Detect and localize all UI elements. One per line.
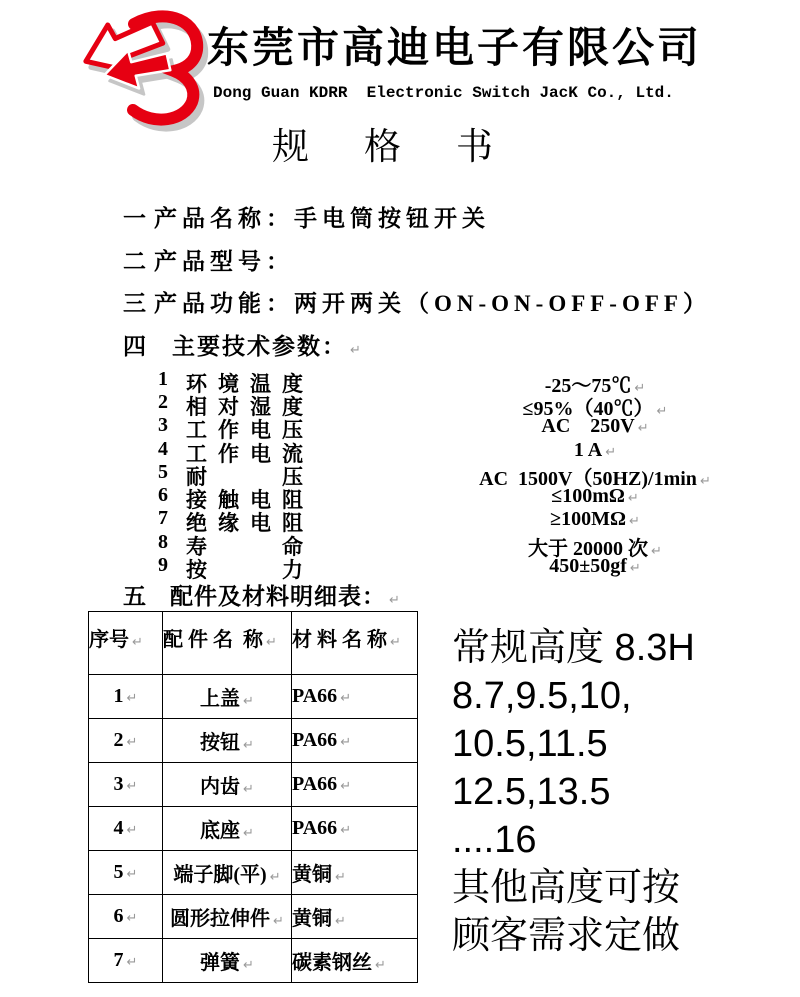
param-no: 9 xyxy=(158,554,168,576)
section-number: 一 xyxy=(123,206,146,231)
section-text: 产品型号： xyxy=(154,249,294,274)
note-line: 12.5,13.5 xyxy=(452,771,611,813)
parts-materials-table xyxy=(88,611,418,983)
paragraph-mark: ↵ xyxy=(340,735,352,750)
header-cell-material xyxy=(292,612,418,675)
param-no: 7 xyxy=(158,507,168,529)
paragraph-mark: ↵ xyxy=(243,782,254,797)
paragraph-mark: ↵ xyxy=(340,779,352,794)
note-line: 8.7,9.5,10, xyxy=(452,675,632,717)
cell-part xyxy=(163,895,292,939)
paragraph-mark: ↵ xyxy=(126,867,138,882)
cell-material xyxy=(292,675,418,719)
cell-material xyxy=(292,763,418,807)
paragraph-mark: ↵ xyxy=(651,544,662,559)
section-number: 二 xyxy=(123,249,146,274)
section-parts-table xyxy=(123,584,400,610)
cell-text: PA66 xyxy=(292,773,338,795)
param-row xyxy=(0,507,800,535)
cell-text: 弹簧 xyxy=(200,952,241,974)
note-line: 10.5,11.5 xyxy=(452,723,608,765)
header-cell-part xyxy=(163,612,292,675)
param-no: 6 xyxy=(158,484,168,506)
param-value-box xyxy=(435,508,755,531)
paragraph-mark: ↵ xyxy=(126,955,138,970)
document-title: 规格书 xyxy=(272,126,548,167)
height-options-note xyxy=(452,624,695,960)
cell-no xyxy=(89,675,163,719)
header-text: 材 料 名 称 xyxy=(292,629,387,651)
table-row xyxy=(89,675,418,719)
cell-no xyxy=(89,807,163,851)
paragraph-mark: ↵ xyxy=(634,381,646,396)
table-header-row xyxy=(89,612,418,675)
paragraph-mark: ↵ xyxy=(243,826,254,841)
section-text: 配件及材料明细表： xyxy=(170,584,386,609)
cell-text: PA66 xyxy=(292,729,338,751)
cell-material xyxy=(292,719,418,763)
param-value: 1 A xyxy=(573,439,603,461)
cell-material xyxy=(292,895,418,939)
paragraph-mark: ↵ xyxy=(243,958,254,973)
table-row xyxy=(89,807,418,851)
paragraph-mark: ↵ xyxy=(340,691,352,706)
param-row xyxy=(0,368,800,397)
param-no: 3 xyxy=(158,414,168,436)
note-line: 其他高度可按 xyxy=(452,867,681,909)
param-name: 耐 压 xyxy=(186,465,314,489)
cell-text: 5 xyxy=(113,861,124,883)
cell-part xyxy=(163,763,292,807)
param-row xyxy=(0,461,800,490)
param-row xyxy=(0,531,800,560)
cell-text: PA66 xyxy=(292,685,338,707)
paragraph-mark: ↵ xyxy=(350,343,361,358)
cell-text: PA66 xyxy=(292,817,338,839)
cell-part xyxy=(163,939,292,983)
param-value: -25～75℃ xyxy=(544,375,632,397)
note-line: 顾客需求定做 xyxy=(452,915,681,957)
section-number: 五 xyxy=(123,584,146,609)
cell-text: 3 xyxy=(113,773,124,795)
paragraph-mark: ↵ xyxy=(375,958,386,973)
paragraph-mark: ↵ xyxy=(126,823,138,838)
section-number: 三 xyxy=(123,291,146,316)
param-name: 相对湿度 xyxy=(186,395,314,419)
company-name-cn: 东莞市高迪电子有限公司 xyxy=(207,26,703,72)
cell-part xyxy=(163,851,292,895)
paragraph-mark: ↵ xyxy=(390,635,401,650)
cell-text: 按钮 xyxy=(200,732,241,754)
table-row xyxy=(89,719,418,763)
param-name: 按 力 xyxy=(186,558,314,582)
param-value-box xyxy=(435,485,755,508)
header-cell-no xyxy=(89,612,163,675)
param-name: 工作电压 xyxy=(186,418,314,442)
note-line: 常规高度 8.3H xyxy=(452,627,695,669)
cell-part xyxy=(163,807,292,851)
param-value: ≥100MΩ xyxy=(550,508,626,530)
section-product-function xyxy=(123,291,711,317)
paragraph-mark: ↵ xyxy=(269,870,281,885)
paragraph-mark: ↵ xyxy=(389,593,400,608)
cell-text: 碳素钢丝 xyxy=(292,952,372,974)
table-row xyxy=(89,895,418,939)
section-text: 产品名称：手电筒按钮开关 xyxy=(154,206,490,231)
cell-text: 上盖 xyxy=(200,688,241,710)
header-text: 配 件 名 称 xyxy=(163,629,263,651)
cell-text: 7 xyxy=(113,949,124,971)
param-no: 8 xyxy=(158,531,168,553)
paragraph-mark: ↵ xyxy=(629,561,641,576)
cell-part xyxy=(163,719,292,763)
section-product-model xyxy=(123,249,294,275)
cell-text: 底座 xyxy=(200,820,241,842)
param-value: ≤95%（40℃） xyxy=(522,398,654,420)
param-value: 450±50gf xyxy=(549,555,627,577)
note-line: ....16 xyxy=(452,819,537,861)
param-row xyxy=(0,554,800,582)
cell-text: 4 xyxy=(113,817,124,839)
cell-no xyxy=(89,763,163,807)
paragraph-mark: ↵ xyxy=(243,694,254,709)
param-name: 绝缘电阻 xyxy=(186,511,314,535)
paragraph-mark: ↵ xyxy=(266,635,277,650)
paragraph-mark: ↵ xyxy=(132,635,143,650)
section-number: 四 xyxy=(123,334,146,359)
param-name: 接触电阻 xyxy=(186,488,314,512)
paragraph-mark: ↵ xyxy=(126,779,138,794)
paragraph-mark: ↵ xyxy=(605,445,617,460)
cell-no xyxy=(89,895,163,939)
section-text: 主要技术参数： xyxy=(172,334,347,359)
param-name: 寿 命 xyxy=(186,535,314,559)
cell-text: 内齿 xyxy=(200,776,241,798)
param-row xyxy=(0,438,800,466)
param-no: 1 xyxy=(158,368,168,390)
param-value: ≤100mΩ xyxy=(551,485,625,507)
cell-text: 1 xyxy=(113,685,124,707)
section-text: 产品功能：两开两关（ON-ON-OFF-OFF） xyxy=(154,291,711,316)
paragraph-mark: ↵ xyxy=(126,691,138,706)
cell-material xyxy=(292,939,418,983)
cell-text: 端子脚(平) xyxy=(173,864,267,886)
paragraph-mark: ↵ xyxy=(126,735,138,750)
table-row xyxy=(89,939,418,983)
cell-text: 黄铜 xyxy=(292,864,332,886)
table-row xyxy=(89,851,418,895)
section-product-name xyxy=(123,206,490,232)
param-value: AC 250V xyxy=(541,415,635,437)
param-no: 4 xyxy=(158,438,168,460)
param-value: 大于 20000 次 xyxy=(528,538,649,560)
cell-text: 黄铜 xyxy=(292,908,332,930)
paragraph-mark: ↵ xyxy=(273,914,284,929)
section-tech-params xyxy=(123,334,361,360)
company-name-en: Dong Guan KDRR Electronic Switch JacK Co., Ltd. xyxy=(213,84,674,102)
header-text: 序号 xyxy=(89,629,129,651)
cell-material xyxy=(292,851,418,895)
param-row xyxy=(0,484,800,512)
paragraph-mark: ↵ xyxy=(628,514,640,529)
cell-text: 圆形拉伸件 xyxy=(170,908,271,930)
paragraph-mark: ↵ xyxy=(340,823,352,838)
cell-text: 2 xyxy=(113,729,124,751)
cell-no xyxy=(89,939,163,983)
paragraph-mark: ↵ xyxy=(699,474,711,489)
cell-material xyxy=(292,807,418,851)
param-row xyxy=(0,414,800,442)
param-no: 2 xyxy=(158,391,168,413)
cell-part xyxy=(163,675,292,719)
param-row xyxy=(0,391,800,420)
table-row xyxy=(89,763,418,807)
cell-text: 6 xyxy=(113,905,124,927)
param-name: 环境温度 xyxy=(186,372,314,396)
param-value: AC 1500V（50HZ)/1min xyxy=(479,468,697,490)
param-no: 5 xyxy=(158,461,168,483)
param-value-box xyxy=(435,439,755,462)
paragraph-mark: ↵ xyxy=(627,491,639,506)
param-value-box xyxy=(435,555,755,578)
paragraph-mark: ↵ xyxy=(656,404,668,419)
paragraph-mark: ↵ xyxy=(335,870,346,885)
cell-no xyxy=(89,851,163,895)
paragraph-mark: ↵ xyxy=(243,738,254,753)
param-value-box xyxy=(435,415,755,438)
paragraph-mark: ↵ xyxy=(126,911,138,926)
paragraph-mark: ↵ xyxy=(637,421,649,436)
paragraph-mark: ↵ xyxy=(335,914,346,929)
param-name: 工作电流 xyxy=(186,442,314,466)
company-logo-icon xyxy=(78,4,206,132)
cell-no xyxy=(89,719,163,763)
